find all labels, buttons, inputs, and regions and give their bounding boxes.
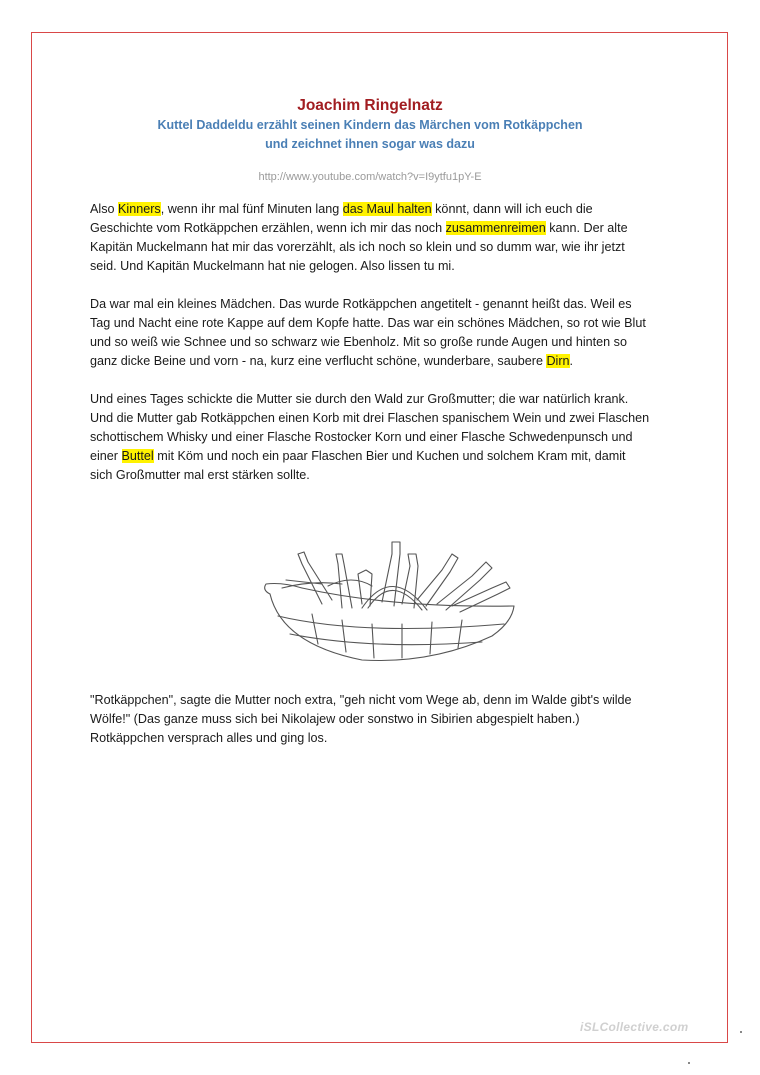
subtitle-line-2: und zeichnet ihnen sogar was dazu	[265, 137, 475, 151]
text-run: , wenn ihr mal fünf Minuten lang	[160, 202, 343, 216]
source-url[interactable]: http://www.youtube.com/watch?v=I9ytfu1pY-E	[258, 171, 482, 183]
text-run: Und eines Tages schickte die Mutter sie durch den Wald zur Großmutter; die war natürlich krank. Und die Mutter gab Rotkäppchen einen Korb mit drei Flaschen spanischem Wein und zwei Flaschen schottischem Whisky und einer Flasche Rostocker Korn und einer Flasche Schwedenpunsch und einer	[90, 392, 650, 463]
text-run: könnt, dann will ich euch die Geschichte vom Rotkäppchen erzählen, wenn ich mir das noch	[90, 202, 593, 235]
paragraph-3	[90, 390, 650, 485]
text-run: .	[569, 354, 574, 368]
stray-dot	[688, 1062, 690, 1064]
document-content	[90, 96, 650, 485]
basket-illustration	[242, 524, 522, 672]
highlight-kinners: Kinners	[118, 202, 161, 216]
text-run: mit Köm und noch ein paar Flaschen Bier und Kuchen und solchem Kram mit, damit sich Großmutter mal erst stärken sollte.	[90, 449, 626, 482]
stray-dot	[740, 1031, 742, 1033]
text-run: Also	[90, 202, 118, 216]
paragraph-4-container	[90, 691, 650, 748]
highlight-maul-halten: das Maul halten	[342, 202, 432, 216]
watermark: iSLCollective.com	[580, 1020, 689, 1034]
highlight-dirn: Dirn	[546, 354, 570, 368]
subtitle-line-1: Kuttel Daddeldu erzählt seinen Kindern das Märchen vom Rotkäppchen	[157, 118, 583, 132]
text-run: Da war mal ein kleines Mädchen. Das wurde Rotkäppchen angetitelt - genannt heißt das. Weil es Tag und Nacht eine rote Kappe auf dem Kopfe hatte. Das war ein schönes Mädchen, so rot wie Blut und so weiß wie Schnee und so schwarz wie Ebenholz. Mit so große runde Augen und hinten so ganz dicke Beine und vorn - na, kurz eine verflucht schöne, wunderbare, saubere	[90, 297, 646, 368]
paragraph-1	[90, 200, 650, 276]
highlight-zusammenreimen: zusammenreimen	[445, 221, 546, 235]
page-title: Joachim Ringelnatz	[297, 97, 443, 114]
paragraph-4: "Rotkäppchen", sagte die Mutter noch extra, "geh nicht vom Wege ab, denn im Walde gibt's wilde Wölfe!" (Das ganze muss sich bei Nikolajew oder sonstwo in Sibirien abgespielt haben.) Rotkäppchen versprach alles und ging los.	[90, 693, 632, 745]
text-run: kann. Der alte Kapitän Muckelmann hat mir das vorerzählt, als ich noch so klein und so dumm war, wie ihr jetzt seid. Und Kapitän Muckelmann hat nie gelogen. Also lissen tu mi.	[90, 221, 628, 273]
paragraph-2	[90, 295, 650, 371]
highlight-buttel: Buttel	[121, 449, 154, 463]
